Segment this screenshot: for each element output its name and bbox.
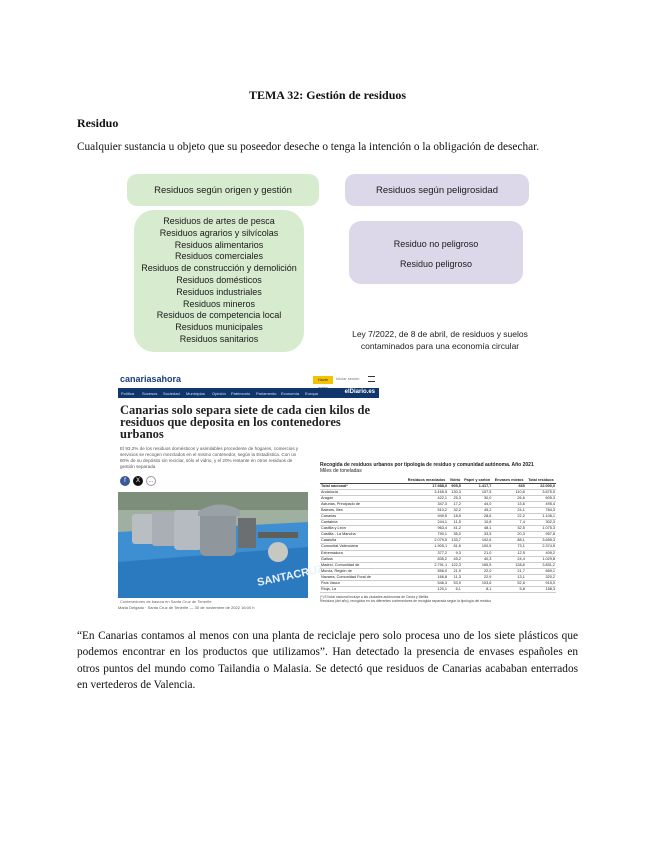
table-row bbox=[320, 532, 556, 538]
value-cell: 158,3 bbox=[526, 587, 556, 593]
column-header: Envases mixtos bbox=[492, 478, 525, 483]
value-cell: 1.075,3 bbox=[526, 526, 556, 532]
partner-logo: elDiario.es bbox=[344, 389, 375, 395]
data-table bbox=[320, 478, 556, 593]
value-cell: 22.000,0 bbox=[526, 483, 556, 489]
value-cell: 17,2 bbox=[448, 501, 462, 507]
danger-item: Residuo no peligroso bbox=[393, 239, 479, 249]
danger-list-box bbox=[349, 221, 523, 284]
value-cell: 122,3 bbox=[448, 562, 462, 568]
region-cell: Total nacional* bbox=[320, 483, 405, 489]
table-title bbox=[320, 462, 558, 474]
article-lede: El 93,2% de los residuos domésticos y asimilables procedente de hogares, comercios y servicios se recogen mezclados en el mismo contenedor, según la Estadística. Con un 80% de su depósito sin reciclar, sólo el vidrio, y el 20% restante en otros residuos de gestión separada bbox=[120, 446, 299, 469]
article-byline: Maria Delgado · Santa Cruz de Tenerife — 30 de noviembre de 2022 16:00 h bbox=[118, 605, 255, 610]
table-row bbox=[320, 562, 556, 568]
value-cell: 32,5 bbox=[492, 526, 525, 532]
containers-photo-illustration bbox=[118, 492, 325, 598]
article-headline: Canarias solo separa siete de cada cien kilos de residuos que deposita en los contenedores urbanos bbox=[120, 403, 370, 441]
value-cell: 40,3 bbox=[462, 556, 492, 562]
value-cell: 546,3 bbox=[405, 581, 448, 587]
origin-item: Residuos mineros bbox=[182, 298, 256, 309]
value-cell: 302,3 bbox=[526, 520, 556, 526]
value-cell: 18,5 bbox=[448, 513, 462, 519]
value-cell: 110,8 bbox=[492, 489, 525, 495]
more-share-icon: ... bbox=[146, 476, 156, 486]
x-icon: X bbox=[133, 476, 143, 486]
value-cell: 905,5 bbox=[448, 483, 462, 489]
region-cell: Andalucía bbox=[320, 489, 405, 495]
value-cell: 5,8 bbox=[492, 587, 525, 593]
article-brand-bar bbox=[118, 372, 379, 389]
nav-item: Parlamento bbox=[256, 391, 277, 396]
nav-item: Patrimonio bbox=[231, 391, 251, 396]
value-cell: 73,1 bbox=[492, 544, 525, 550]
value-cell: 120,1 bbox=[405, 587, 448, 593]
value-cell: 22,9 bbox=[462, 574, 492, 580]
region-cell: Extremadura bbox=[320, 550, 405, 556]
article-brand-logo: canariasahora bbox=[120, 374, 182, 384]
value-cell: 1.029,8 bbox=[526, 556, 556, 562]
value-cell: 130,3 bbox=[448, 489, 462, 495]
value-cell: 660 bbox=[492, 483, 525, 489]
value-cell: 409,2 bbox=[526, 550, 556, 556]
nav-item: Opinión bbox=[212, 391, 226, 396]
origin-list-box bbox=[134, 210, 304, 352]
region-cell: País Vasco bbox=[320, 581, 405, 587]
value-cell: 790,1 bbox=[405, 532, 448, 538]
quote-paragraph: “En Canarias contamos al menos con una planta de reciclaje pero solo procesa uno de los siete plásticos que podemos encontrar en los productos que utilizamos”. Han detectado la presencia de envases españoles en otros puntos del mundo como Tailandia o Malasia. Se detectó que residuos de Canarias acababan enterrados en vertederos de Valencia. bbox=[77, 630, 578, 691]
value-cell: 1.905,1 bbox=[405, 544, 448, 550]
value-cell: 35,0 bbox=[448, 532, 462, 538]
region-cell: Navarra, Comunidad Foral de bbox=[320, 574, 405, 580]
origin-item: Residuos alimentarios bbox=[174, 239, 264, 250]
region-cell: Cantabria bbox=[320, 520, 405, 526]
value-cell: 28,6 bbox=[462, 513, 492, 519]
value-cell: 133,7 bbox=[448, 538, 462, 544]
value-cell: 2.791,1 bbox=[405, 562, 448, 568]
article-nav-bar bbox=[118, 388, 379, 398]
value-cell: 11,3 bbox=[448, 574, 462, 580]
value-cell: 915,0 bbox=[526, 581, 556, 587]
value-cell: 784,3 bbox=[526, 507, 556, 513]
value-cell: 10,8 bbox=[462, 520, 492, 526]
value-cell: 22,0 bbox=[462, 568, 492, 574]
law-reference: Ley 7/2022, de 8 de abril, de residuos y suelos contaminados para una economía circular bbox=[352, 329, 528, 351]
value-cell: 957,8 bbox=[526, 532, 556, 538]
table-subtitle: Miles de toneladas bbox=[320, 468, 362, 474]
value-cell: 605,3 bbox=[526, 495, 556, 501]
region-cell: Murcia, Región de bbox=[320, 568, 405, 574]
value-cell: 41,2 bbox=[448, 526, 462, 532]
origin-item: Residuos municipales bbox=[175, 322, 263, 333]
table-row bbox=[320, 574, 556, 580]
region-cell: Asturias, Principado de bbox=[320, 501, 405, 507]
photo-sign-text: SANTACRUZ bbox=[256, 563, 325, 589]
origin-header-box bbox=[127, 174, 319, 206]
origin-item: Residuos domésticos bbox=[176, 274, 262, 285]
menu-icon bbox=[368, 376, 375, 382]
value-cell: 3.875,5 bbox=[526, 489, 556, 495]
value-cell: 347,3 bbox=[405, 501, 448, 507]
value-cell: 157,5 bbox=[462, 489, 492, 495]
table-note: (*) El total nacional incluye a las ciudades autónomas de Ceuta y Melilla bbox=[320, 595, 429, 599]
value-cell: 8,1 bbox=[462, 587, 492, 593]
value-cell: 2.374,5 bbox=[526, 544, 556, 550]
region-cell: Aragón bbox=[320, 495, 405, 501]
value-cell: 44,0 bbox=[462, 501, 492, 507]
value-cell: 88,1 bbox=[492, 538, 525, 544]
value-cell: 33,5 bbox=[462, 532, 492, 538]
origin-item: Residuos de artes de pesca bbox=[163, 216, 275, 226]
origin-item: Residuos industriales bbox=[176, 286, 262, 297]
value-cell: 963,4 bbox=[405, 526, 448, 532]
subscribe-badge: Hazte bbox=[313, 376, 333, 384]
value-cell: 45,2 bbox=[448, 556, 462, 562]
value-cell: 510,2 bbox=[405, 507, 448, 513]
nav-item: Política bbox=[121, 391, 135, 396]
value-cell: 13,1 bbox=[492, 574, 525, 580]
origin-item: Residuos comerciales bbox=[174, 251, 264, 262]
value-cell: 7,4 bbox=[492, 520, 525, 526]
value-cell: 21,0 bbox=[462, 550, 492, 556]
table-row bbox=[320, 587, 556, 593]
value-cell: 21,7 bbox=[492, 568, 525, 574]
region-cell: Balears, Illes bbox=[320, 507, 405, 513]
value-cell: 166,8 bbox=[405, 574, 448, 580]
region-cell: Castilla y León bbox=[320, 526, 405, 532]
value-cell: 20,3 bbox=[492, 532, 525, 538]
value-cell: 3.165,5 bbox=[405, 489, 448, 495]
danger-item: Residuo peligroso bbox=[399, 259, 473, 269]
value-cell: 26,6 bbox=[492, 495, 525, 501]
value-cell: 12,5 bbox=[492, 550, 525, 556]
region-cell: Comunitat Valenciana bbox=[320, 544, 405, 550]
nav-item: Municipios bbox=[186, 391, 205, 396]
value-cell: 128,8 bbox=[492, 562, 525, 568]
value-cell: 21,9 bbox=[448, 568, 462, 574]
value-cell: 3.831,2 bbox=[526, 562, 556, 568]
photo-caption: Contenedores de basura en Santa Cruz de Tenerife bbox=[120, 599, 212, 604]
containers-photo bbox=[118, 492, 325, 598]
origin-item: Residuos de competencia local bbox=[156, 310, 282, 321]
value-cell: 32,2 bbox=[448, 507, 462, 513]
definition-text: Cualquier sustancia u objeto que su poseedor deseche o tenga la intención o la obligación de desechar. bbox=[77, 141, 540, 153]
value-cell: 377,2 bbox=[405, 550, 448, 556]
region-cell: Galicia bbox=[320, 556, 405, 562]
value-cell: 17.988,0 bbox=[405, 483, 448, 489]
value-cell: 6,1 bbox=[448, 587, 462, 593]
table-notes bbox=[320, 595, 556, 604]
value-cell: 422,1 bbox=[405, 495, 448, 501]
nav-item: Europa bbox=[305, 391, 318, 396]
value-cell: 11,5 bbox=[448, 520, 462, 526]
value-cell: 495,4 bbox=[526, 501, 556, 507]
value-cell: 103,6 bbox=[462, 581, 492, 587]
value-cell: 3.655,3 bbox=[526, 538, 556, 544]
value-cell: 13,6 bbox=[492, 501, 525, 507]
origin-item: Residuos agrarios y silvícolas bbox=[159, 227, 279, 238]
page-title: TEMA 32: Gestión de residuos bbox=[248, 88, 407, 102]
danger-header-box bbox=[345, 174, 529, 206]
origin-header-label: Residuos según origen y gestión bbox=[154, 184, 292, 196]
value-cell: 165,5 bbox=[462, 562, 492, 568]
column-header: Vidrio bbox=[449, 478, 461, 482]
value-cell: 53,9 bbox=[448, 581, 462, 587]
table-title-text: Recogida de residuos urbanos por tipología de residuo y comunidad autónoma. Año 2021 bbox=[320, 462, 534, 468]
value-cell: 81,6 bbox=[448, 544, 462, 550]
nav-item: Sucesos bbox=[142, 391, 158, 396]
section-heading: Residuo bbox=[77, 116, 119, 130]
origin-item: Residuos sanitarios bbox=[179, 333, 259, 344]
column-header: Residuos mezclados bbox=[405, 478, 448, 483]
nav-item: Sociedad bbox=[163, 391, 180, 396]
region-cell: Rioja, La bbox=[320, 587, 405, 593]
region-cell: Madrid, Comunidad de bbox=[320, 562, 405, 568]
value-cell: 949,5 bbox=[405, 513, 448, 519]
waste-statistics-table bbox=[318, 462, 558, 610]
value-cell: 1.417,7 bbox=[462, 483, 492, 489]
value-cell: 22,2 bbox=[492, 513, 525, 519]
value-cell: 24,4 bbox=[492, 556, 525, 562]
danger-header-label: Residuos según peligrosidad bbox=[376, 184, 498, 196]
value-cell: 152,6 bbox=[462, 538, 492, 544]
value-cell: 24,1 bbox=[492, 507, 525, 513]
value-cell: 244,1 bbox=[405, 520, 448, 526]
value-cell: 48,1 bbox=[462, 526, 492, 532]
column-header: Total residuos bbox=[526, 478, 556, 483]
nav-item: Economía bbox=[281, 391, 300, 396]
value-cell: 1.106,1 bbox=[526, 513, 556, 519]
value-cell: 100,5 bbox=[462, 544, 492, 550]
table-body bbox=[320, 483, 556, 593]
origin-item: Residuos de construcción y demolición bbox=[141, 263, 297, 274]
value-cell: 669,1 bbox=[526, 568, 556, 574]
value-cell: 320,2 bbox=[526, 574, 556, 580]
facebook-icon: f bbox=[120, 476, 130, 486]
column-header: Papel y cartón bbox=[462, 478, 492, 483]
value-cell: 556,0 bbox=[405, 568, 448, 574]
table-row bbox=[320, 501, 556, 507]
value-cell: 45,2 bbox=[462, 507, 492, 513]
value-cell: 9,3 bbox=[448, 550, 462, 556]
value-cell: 2.079,5 bbox=[405, 538, 448, 544]
table-note: Residuos (del año), recogidos en los diferentes contenedores de recogida separada según la tipología del residuo bbox=[320, 599, 492, 604]
table-row bbox=[320, 544, 556, 550]
value-cell: 835,2 bbox=[405, 556, 448, 562]
value-cell: 30,0 bbox=[462, 495, 492, 501]
region-cell: Castilla - La Mancha bbox=[320, 532, 405, 538]
region-cell: Canarias bbox=[320, 513, 405, 519]
value-cell: 52,6 bbox=[492, 581, 525, 587]
region-cell: Cataluña bbox=[320, 538, 405, 544]
login-link: Iniciar sesión bbox=[336, 376, 360, 381]
value-cell: 25,3 bbox=[448, 495, 462, 501]
